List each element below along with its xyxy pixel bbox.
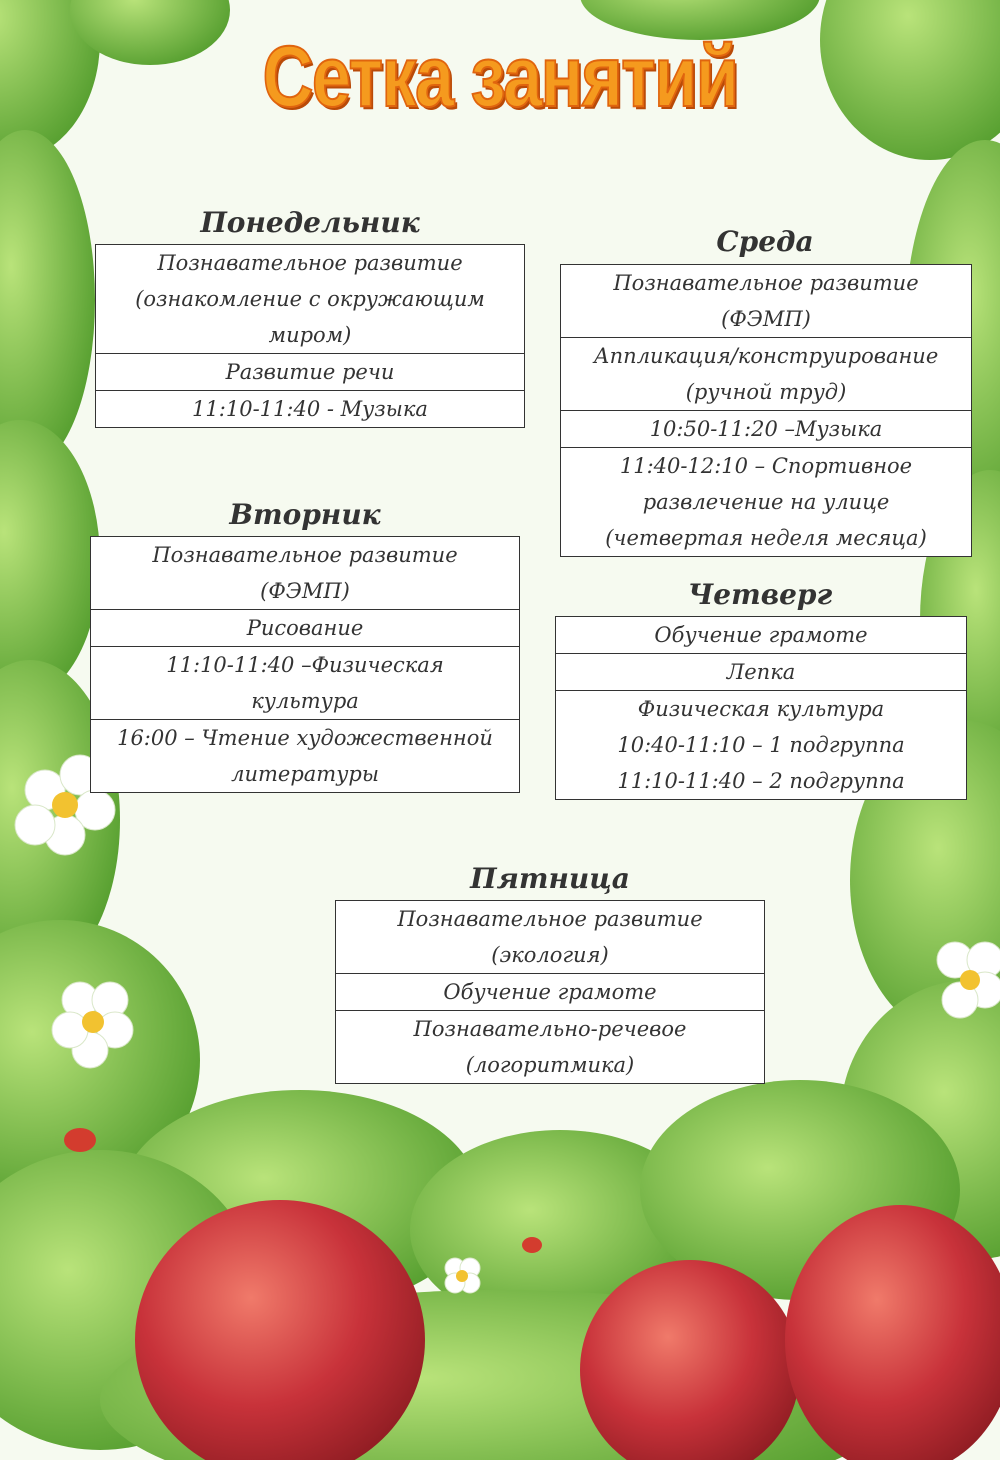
lesson-text: Обучение грамоте <box>443 980 657 1004</box>
lesson-text: (ФЭМП) <box>721 307 811 331</box>
lesson-text: культура <box>251 689 359 713</box>
lesson-cell <box>96 353 524 390</box>
lesson-text: 16:00 – Чтение художественной <box>117 726 493 750</box>
schedule-table-wednesday <box>560 264 972 557</box>
lesson-text: Лепка <box>726 660 796 684</box>
lesson-cell <box>96 390 524 427</box>
lesson-cell <box>336 1010 764 1083</box>
lesson-text: Аппликация/конструирование <box>593 344 939 368</box>
ladybug <box>64 1128 96 1152</box>
lesson-cell <box>336 973 764 1010</box>
lesson-text: Обучение грамоте <box>654 623 868 647</box>
lesson-text: (ознакомление с окружающим <box>135 287 485 311</box>
lesson-text: Познавательное развитие <box>157 251 463 275</box>
lesson-text: 11:10-11:40 –Физическая <box>166 653 444 677</box>
schedule-table-tuesday <box>90 536 520 793</box>
lesson-cell <box>561 337 971 410</box>
lesson-cell <box>561 447 971 556</box>
lesson-text: (экология) <box>491 943 609 967</box>
lesson-text: (логоритмика) <box>465 1053 635 1077</box>
lesson-text: 11:40-12:10 – Спортивное <box>619 454 913 478</box>
lesson-text: Рисование <box>246 616 364 640</box>
lesson-cell <box>561 410 971 447</box>
day-title-friday: Пятница <box>470 862 630 895</box>
lesson-text: (ручной труд) <box>685 380 847 404</box>
lesson-cell <box>91 609 519 646</box>
lesson-text: Познавательно-речевое <box>413 1017 687 1041</box>
lesson-cell <box>556 690 966 799</box>
lesson-text: (четвертая неделя месяца) <box>605 526 927 550</box>
lesson-text: 10:50-11:20 –Музыка <box>649 417 883 441</box>
lesson-cell <box>561 265 971 337</box>
lesson-cell <box>556 617 966 653</box>
lesson-text: Развитие речи <box>225 360 395 384</box>
schedule-table-friday <box>335 900 765 1084</box>
lesson-text: Познавательное развитие <box>397 907 703 931</box>
lesson-cell <box>96 245 524 353</box>
schedule-table-thursday <box>555 616 967 800</box>
lesson-text: (ФЭМП) <box>260 579 350 603</box>
lesson-cell <box>91 537 519 609</box>
day-title-tuesday: Вторник <box>229 498 381 531</box>
lesson-cell <box>336 901 764 973</box>
lesson-cell <box>91 646 519 719</box>
lesson-text: Познавательное развитие <box>613 271 919 295</box>
lesson-text: Познавательное развитие <box>152 543 458 567</box>
ladybug <box>522 1237 542 1253</box>
day-title-monday: Понедельник <box>200 206 420 239</box>
lesson-text: 11:10-11:40 - Музыка <box>192 397 428 421</box>
lesson-text: миром) <box>268 323 352 347</box>
lesson-text: развлечение на улице <box>642 490 890 514</box>
lesson-text: 11:10-11:40 – 2 подгруппа <box>617 769 905 793</box>
day-title-wednesday: Среда <box>716 225 814 258</box>
schedule-table-monday <box>95 244 525 428</box>
lesson-cell <box>91 719 519 792</box>
day-title-thursday: Четверг <box>687 578 833 611</box>
page-title: Сетка занятий <box>262 29 738 125</box>
lesson-text: 10:40-11:10 – 1 подгруппа <box>617 733 905 757</box>
lesson-cell <box>556 653 966 690</box>
lesson-text: Физическая культура <box>637 697 885 721</box>
lesson-text: литературы <box>231 762 379 786</box>
